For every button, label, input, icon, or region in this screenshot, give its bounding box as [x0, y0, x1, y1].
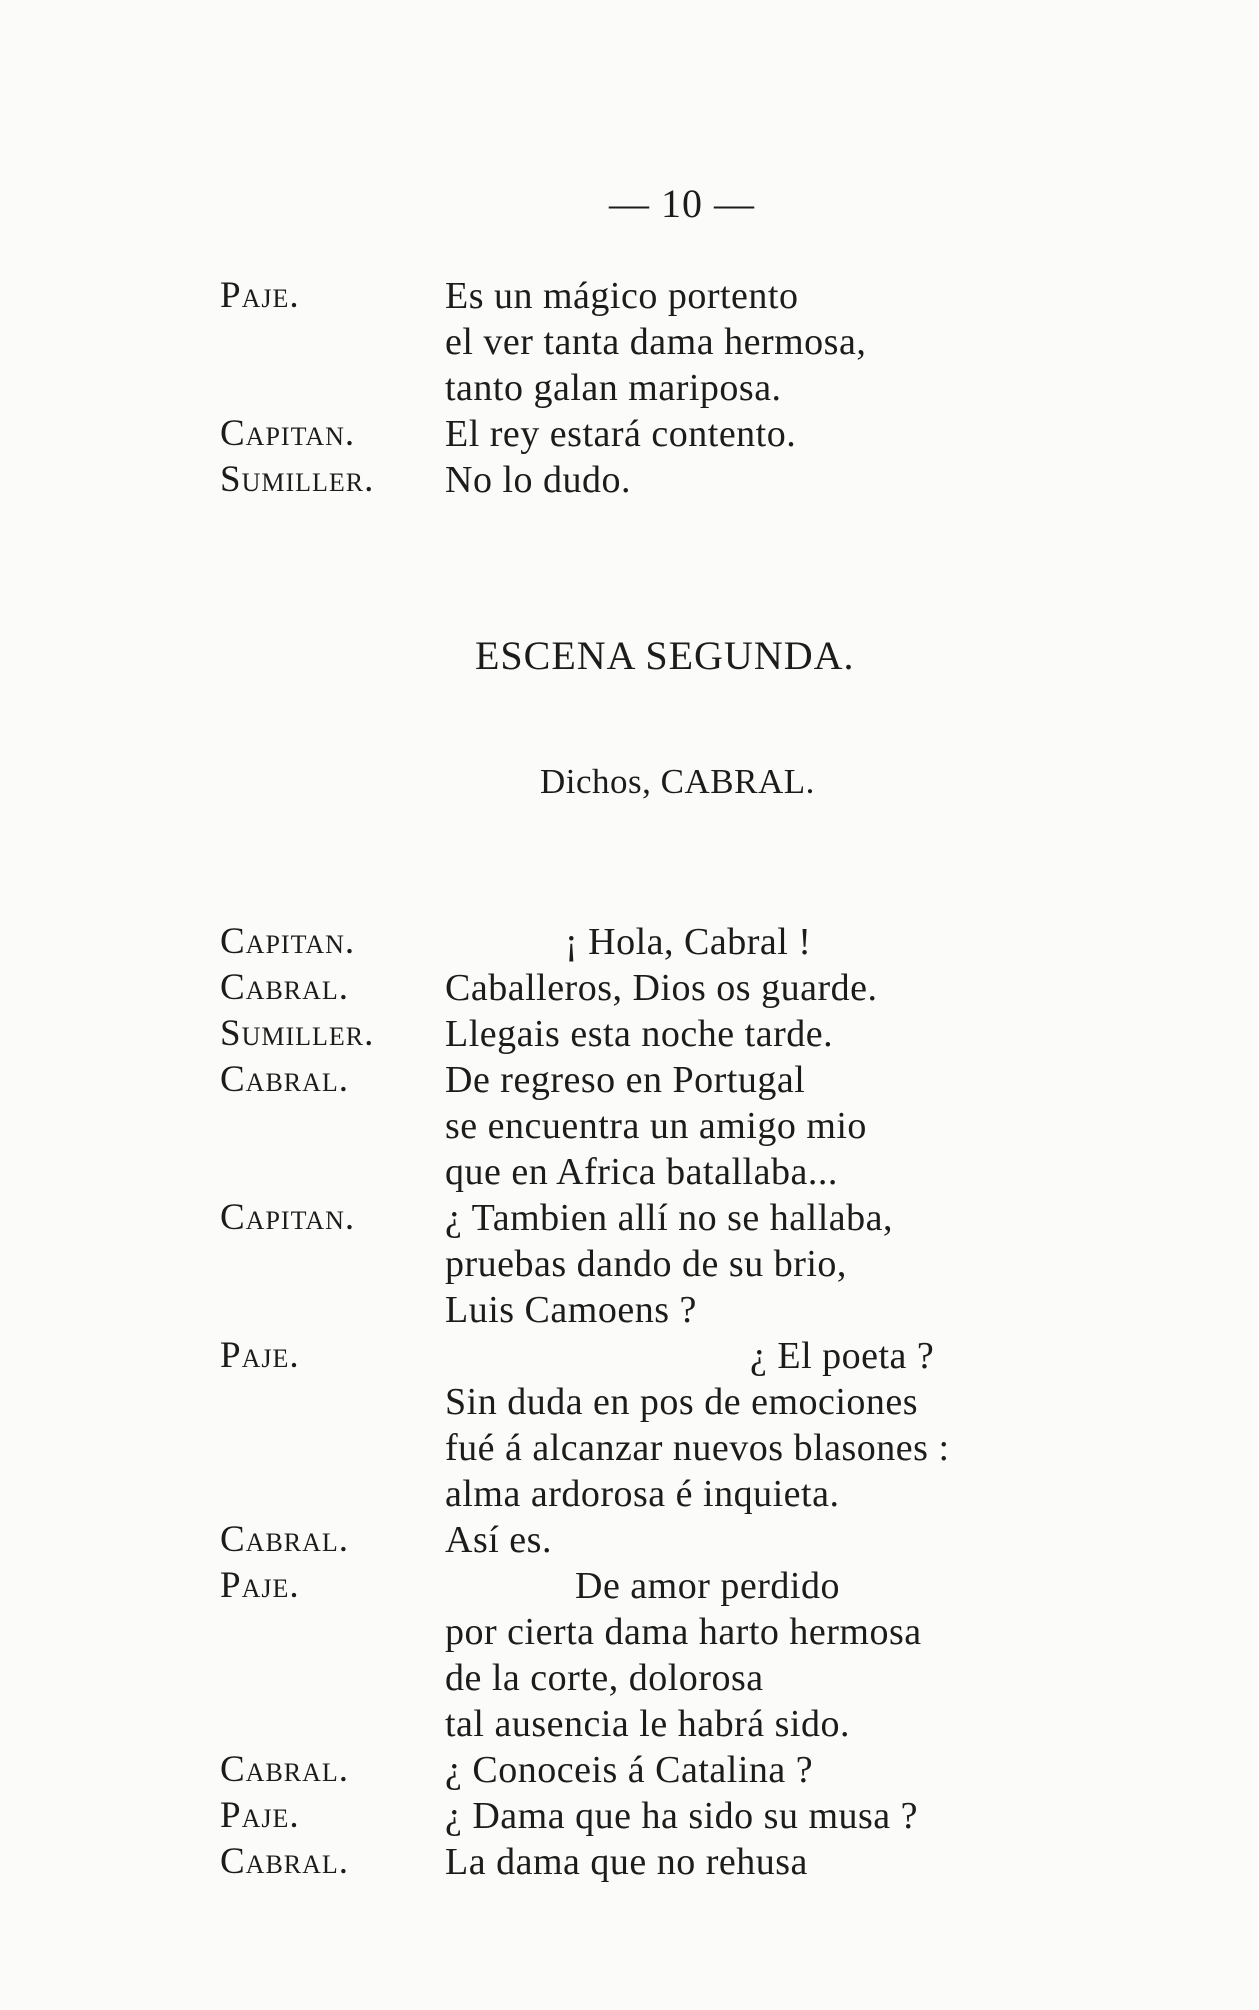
dialogue-line [0, 1149, 1259, 1195]
verse-text: tanto galan mariposa. [445, 367, 782, 409]
dialogue-line [0, 273, 1259, 319]
verse-text: ¡ Hola, Cabral ! [565, 921, 812, 963]
dialogue-line [0, 1517, 1259, 1563]
dialogue-line [0, 457, 1259, 503]
verse-text: alma ardorosa é inquieta. [445, 1473, 840, 1515]
dialogue-line [0, 1241, 1259, 1287]
verse-text: De amor perdido [575, 1565, 840, 1607]
dialogue-line [0, 1655, 1259, 1701]
verse-text: se encuentra un amigo mio [445, 1105, 867, 1147]
dialogue-line [0, 411, 1259, 457]
dialogue-line [0, 319, 1259, 365]
verse-text: ¿ Tambien allí no se hallaba, [445, 1197, 893, 1239]
speaker-name: Capitan. [220, 921, 356, 962]
verse-text: ¿ Conoceis á Catalina ? [445, 1749, 814, 1791]
scene-title: ESCENA SEGUNDA. [475, 633, 855, 678]
dialogue-line [0, 1747, 1259, 1793]
stage-direction: Dichos, CABRAL. [540, 762, 815, 801]
speaker-name: Cabral. [220, 1841, 350, 1882]
verse-text: La dama que no rehusa [445, 1841, 808, 1883]
dialogue-line [0, 1839, 1259, 1885]
verse-text: Caballeros, Dios os guarde. [445, 967, 878, 1009]
verse-text: fué á alcanzar nuevos blasones : [445, 1427, 950, 1469]
verse-text: ¿ Dama que ha sido su musa ? [445, 1795, 919, 1837]
verse-text: No lo dudo. [445, 459, 631, 501]
dialogue-line [0, 365, 1259, 411]
verse-text: Es un mágico portento [445, 275, 799, 317]
dialogue-line [0, 1011, 1259, 1057]
page-number: — 10 — [609, 181, 755, 226]
dialogue-line [0, 1701, 1259, 1747]
dialogue-line [0, 1563, 1259, 1609]
verse-text: ¿ El poeta ? [750, 1335, 935, 1377]
speaker-name: Paje. [220, 1795, 300, 1836]
verse-text: Llegais esta noche tarde. [445, 1013, 834, 1055]
speaker-name: Cabral. [220, 1749, 350, 1790]
verse-text: El rey estará contento. [445, 413, 797, 455]
verse-text: Sin duda en pos de emociones [445, 1381, 919, 1423]
verse-text: el ver tanta dama hermosa, [445, 321, 867, 363]
speaker-name: Capitan. [220, 1197, 356, 1238]
dialogue-block-top [0, 273, 1259, 503]
dialogue-line [0, 965, 1259, 1011]
dialogue-line [0, 1609, 1259, 1655]
dialogue-line [0, 1333, 1259, 1379]
verse-text: Así es. [445, 1519, 552, 1561]
dialogue-line [0, 1195, 1259, 1241]
verse-text: de la corte, dolorosa [445, 1657, 764, 1699]
verse-text: por cierta dama harto hermosa [445, 1611, 922, 1653]
dialogue-block-bottom [0, 919, 1259, 1885]
dialogue-line [0, 1425, 1259, 1471]
speaker-name: Sumiller. [220, 1013, 375, 1054]
verse-text: De regreso en Portugal [445, 1059, 806, 1101]
speaker-name: Paje. [220, 1335, 300, 1376]
dialogue-line [0, 1103, 1259, 1149]
speaker-name: Cabral. [220, 967, 350, 1008]
verse-text: pruebas dando de su brio, [445, 1243, 847, 1285]
speaker-name: Capitan. [220, 413, 356, 454]
dialogue-line [0, 1379, 1259, 1425]
dialogue-line [0, 1057, 1259, 1103]
dialogue-line [0, 1793, 1259, 1839]
dialogue-line [0, 919, 1259, 965]
speaker-name: Paje. [220, 275, 300, 316]
speaker-name: Cabral. [220, 1059, 350, 1100]
verse-text: Luis Camoens ? [445, 1289, 697, 1331]
speaker-name: Paje. [220, 1565, 300, 1606]
verse-text: tal ausencia le habrá sido. [445, 1703, 850, 1745]
speaker-name: Cabral. [220, 1519, 350, 1560]
speaker-name: Sumiller. [220, 459, 375, 500]
dialogue-line [0, 1471, 1259, 1517]
dialogue-line [0, 1287, 1259, 1333]
verse-text: que en Africa batallaba... [445, 1151, 838, 1193]
